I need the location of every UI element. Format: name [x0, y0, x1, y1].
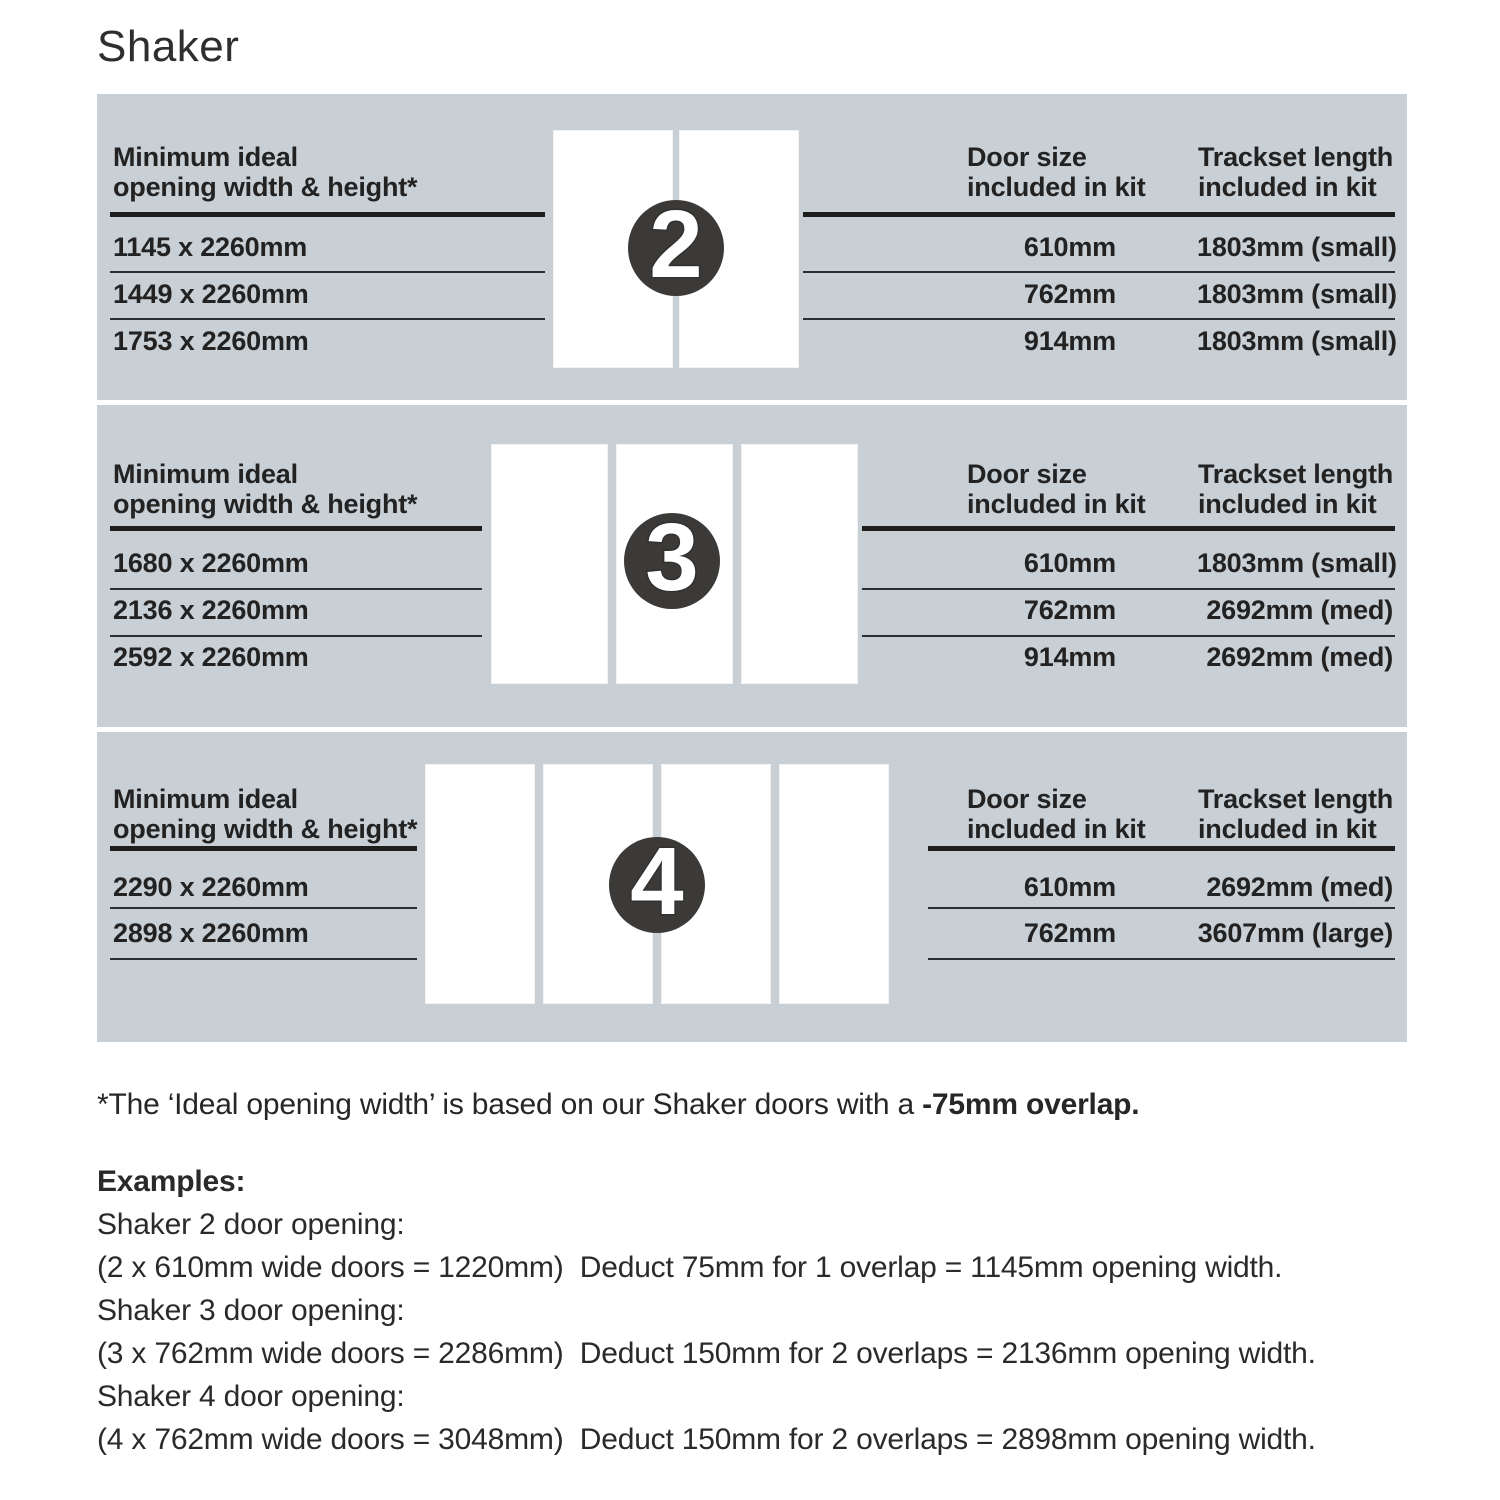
trackset-header: [1198, 459, 1393, 519]
door-size-header-line2: included in kit: [967, 172, 1146, 202]
opening-size: 1680 x 2260mm: [113, 548, 309, 578]
header-rule-right: [803, 212, 1395, 217]
min-opening-header-line2: opening width & height*: [113, 489, 418, 519]
example-line: Shaker 4 door opening:: [97, 1380, 405, 1413]
door-panel: [491, 444, 608, 684]
examples-heading: Examples:: [97, 1165, 246, 1198]
door-size-value: 762mm: [1023, 279, 1116, 309]
row-divider: [110, 588, 482, 590]
section-2-door: [97, 94, 1407, 400]
door-size-value: 610mm: [1023, 548, 1116, 578]
opening-size: 1449 x 2260mm: [113, 279, 309, 309]
trackset-header-line1: Trackset length: [1198, 784, 1394, 814]
footnote-bold-text: -75mm overlap.: [922, 1088, 1140, 1121]
header-rule-left: [110, 526, 482, 531]
row-divider: [862, 635, 1395, 637]
example-line: (3 x 762mm wide doors = 2286mm) Deduct 150mm for 2 overlaps = 2136mm opening width.: [97, 1337, 1316, 1370]
example-line: (2 x 610mm wide doors = 1220mm) Deduct 75mm for 1 overlap = 1145mm opening width.: [97, 1251, 1283, 1284]
example-line: Shaker 2 door opening:: [97, 1208, 405, 1241]
door-size-value: 914mm: [1023, 642, 1116, 672]
door-size-value: 762mm: [1023, 918, 1116, 948]
section-3-door: [97, 405, 1407, 727]
row-divider: [928, 907, 1395, 909]
sizing-panel: [97, 94, 1407, 1042]
row-divider: [110, 635, 482, 637]
door-size-value: 610mm: [1023, 232, 1116, 262]
opening-size: 2592 x 2260mm: [113, 642, 309, 672]
min-opening-header: [113, 784, 417, 844]
trackset-header-line2: included in kit: [1198, 172, 1377, 202]
trackset-value: 1803mm (small): [1197, 232, 1397, 262]
trackset-value: 2692mm (med): [1206, 872, 1393, 902]
door-size-value: 762mm: [1023, 595, 1116, 625]
door-count-badge: [628, 191, 724, 298]
row-divider: [110, 907, 417, 909]
trackset-value: 1803mm (small): [1197, 326, 1397, 356]
opening-size: 1753 x 2260mm: [113, 326, 309, 356]
door-size-value: 610mm: [1023, 872, 1116, 902]
door-count-label: 3: [645, 504, 699, 611]
door-size-value: 914mm: [1023, 326, 1116, 356]
door-size-header-line2: included in kit: [967, 814, 1146, 844]
door-size-header: [967, 142, 1146, 202]
door-panel: [741, 444, 858, 684]
trackset-value: 3607mm (large): [1197, 918, 1393, 948]
min-opening-header-line2: opening width & height*: [113, 172, 418, 202]
header-rule-left: [110, 846, 417, 851]
trackset-value: 1803mm (small): [1197, 279, 1397, 309]
trackset-header: [1198, 784, 1393, 844]
door-panel: [425, 764, 535, 1004]
row-divider: [110, 271, 545, 273]
row-divider: [110, 318, 545, 320]
door-count-badge: [609, 828, 705, 935]
door-size-header-line1: Door size: [967, 142, 1087, 172]
example-line: (4 x 762mm wide doors = 3048mm) Deduct 150mm for 2 overlaps = 2898mm opening width.: [97, 1423, 1316, 1456]
examples-block: [97, 1160, 1316, 1461]
door-count-label: 4: [630, 828, 684, 935]
door-size-header-line1: Door size: [967, 784, 1087, 814]
min-opening-header-line2: opening width & height*: [113, 814, 418, 844]
door-count-badge: [624, 504, 720, 611]
footnote-text: *The ‘Ideal opening width’ is based on our Shaker doors with a: [97, 1088, 923, 1121]
opening-size: 2898 x 2260mm: [113, 918, 309, 948]
trackset-header: [1198, 142, 1393, 202]
trackset-header-line2: included in kit: [1198, 489, 1377, 519]
opening-size: 2136 x 2260mm: [113, 595, 309, 625]
trackset-value: 1803mm (small): [1197, 548, 1397, 578]
trackset-value: 2692mm (med): [1206, 642, 1393, 672]
opening-size: 1145 x 2260mm: [113, 232, 308, 262]
door-count-label: 2: [649, 191, 703, 298]
trackset-value: 2692mm (med): [1206, 595, 1393, 625]
row-divider: [110, 958, 417, 960]
min-opening-header-line1: Minimum ideal: [113, 784, 298, 814]
min-opening-header: [113, 459, 417, 519]
opening-size: 2290 x 2260mm: [113, 872, 309, 902]
section-4-door: [97, 732, 1407, 1042]
trackset-header-line1: Trackset length: [1198, 459, 1394, 489]
footnote: [97, 1088, 1139, 1122]
min-opening-header-line1: Minimum ideal: [113, 459, 298, 489]
row-divider: [803, 271, 1395, 273]
door-size-header: [967, 784, 1146, 844]
row-divider: [928, 958, 1395, 960]
trackset-header-line2: included in kit: [1198, 814, 1377, 844]
header-rule-right: [862, 526, 1395, 531]
door-size-header-line1: Door size: [967, 459, 1087, 489]
header-rule-right: [928, 846, 1395, 851]
header-rule-left: [110, 212, 545, 217]
example-line: Shaker 3 door opening:: [97, 1294, 405, 1327]
min-opening-header: [113, 142, 417, 202]
row-divider: [862, 588, 1395, 590]
door-size-header: [967, 459, 1146, 519]
trackset-header-line1: Trackset length: [1198, 142, 1394, 172]
page-title: Shaker: [97, 22, 240, 71]
row-divider: [803, 318, 1395, 320]
door-size-header-line2: included in kit: [967, 489, 1146, 519]
min-opening-header-line1: Minimum ideal: [113, 142, 298, 172]
